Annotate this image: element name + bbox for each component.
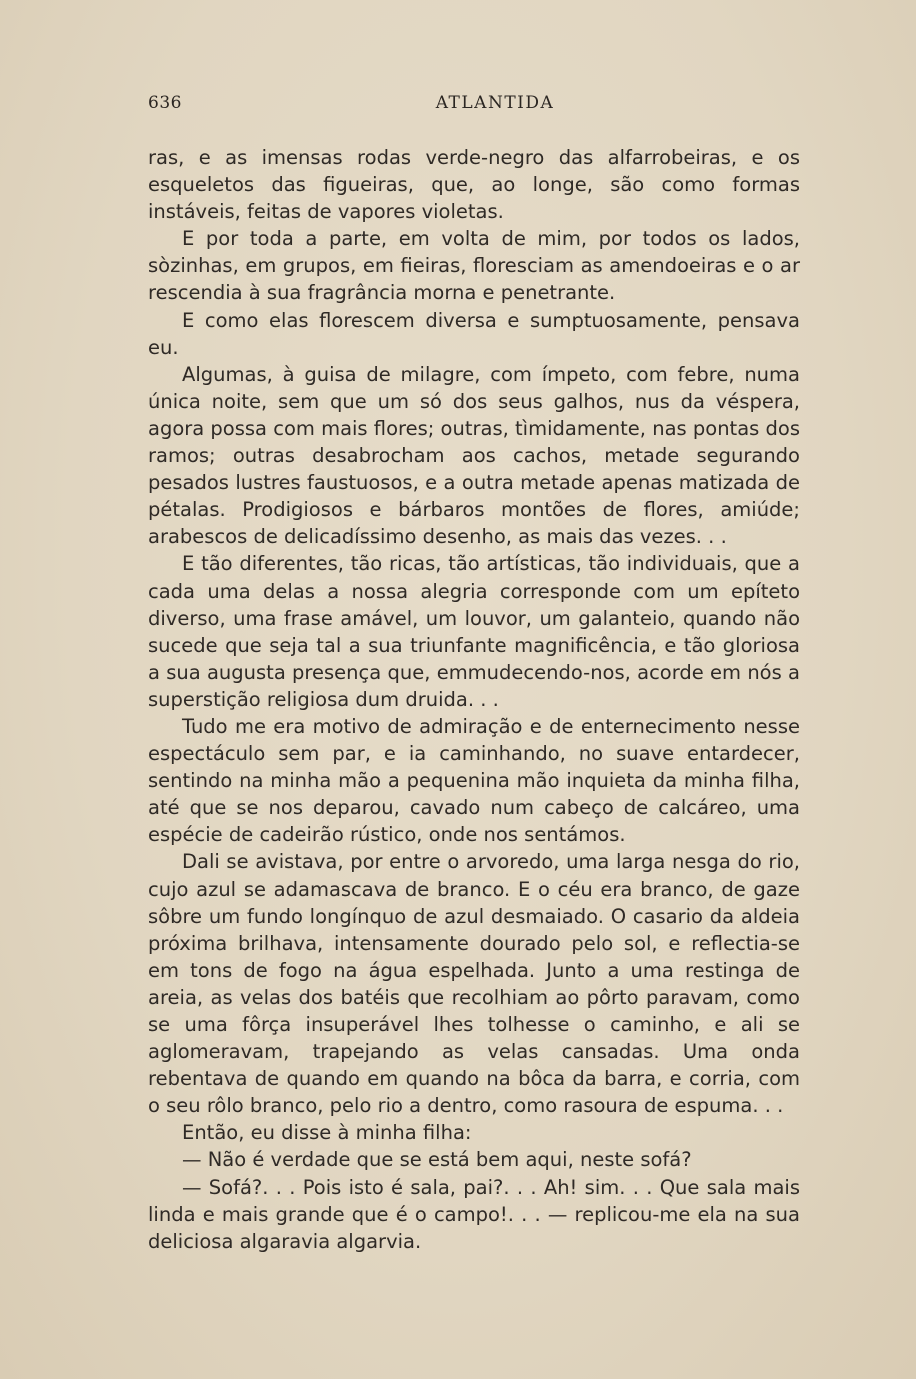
paragraph: — Não é verdade que se está bem aqui, neste sofá?	[182, 1148, 692, 1172]
paragraph: Então, eu disse à minha filha:	[182, 1121, 472, 1145]
paragraph: Algumas, à guisa de milagre, com ímpeto, com febre, numa única noite, sem que um só dos seus galhos, nus da véspera, agora possa com mais flores; outras, tìmidamente, nas pontas dos ramos; outras desabrocham aos cachos, metade segurando pesados lustres faustuosos, e a outra metade apenas matizada de pétalas. Prodigiosos e bárbaros montões de flores, amiúde; arabescos de delicadíssimo desenho, as mais das vezes. . .	[148, 362, 800, 549]
page-number: 636	[148, 93, 182, 113]
paragraph: E tão diferentes, tão ricas, tão artísticas, tão individuais, que a cada uma delas a nossa alegria corresponde com um epíteto diverso, uma frase amável, um louvor, um galanteio, quando não sucede que seja tal a sua triunfante magnificência, e tão gloriosa a sua augusta presença que, emmudecendo-nos, acorde em nós a superstição religiosa dum druida. . .	[148, 552, 800, 711]
running-title: ATLANTIDA	[435, 93, 555, 113]
paragraph: ras, e as imensas rodas verde-negro das alfarrobeiras, e os esqueletos das figueiras, que, ao longe, são como formas instáveis, feitas de vapores violetas.	[148, 146, 800, 224]
paragraph: Tudo me era motivo de admiração e de enternecimento nesse espectáculo sem par, e ia caminhando, no suave entardecer, sentindo na minha mão a pequenina mão inquieta da minha filha, até que se nos deparou, cavado num cabeço de calcáreo, uma espécie de cadeirão rústico, onde nos sentámos.	[148, 714, 800, 847]
paragraph: Dali se avistava, por entre o arvoredo, uma larga nesga do rio, cujo azul se adamascava de branco. E o céu era branco, de gaze sôbre um fundo longínquo de azul desmaiado. O casario da aldeia próxima brilhava, intensamente dourado pelo sol, e reflectia-se em tons de fogo na água espelhada. Junto a uma restinga de areia, as velas dos batéis que recolhiam ao pôrto paravam, como se uma fôrça insuperável lhes tolhesse o caminho, e ali se aglomeravam, trapejando as velas cansadas. Uma onda rebentava de quando em quando na bôca da barra, e corria, com o seu rôlo branco, pelo rio a dentro, como rasoura de espuma. . .	[148, 850, 800, 1118]
page-header	[148, 93, 802, 119]
paragraph: E por toda a parte, em volta de mim, por todos os lados, sòzinhas, em grupos, em fieiras, floresciam as amendoeiras e o ar rescendia à sua fragrância morna e penetrante.	[148, 227, 800, 305]
body-text	[148, 144, 800, 1255]
paragraph: E como elas florescem diversa e sumptuosamente, pensava eu.	[148, 308, 800, 359]
paragraph: — Sofá?. . . Pois isto é sala, pai?. . . Ah! sim. . . Que sala mais linda e mais grande que é o campo!. . . — replicou-me ela na sua deliciosa algaravia algarvia.	[148, 1175, 800, 1253]
